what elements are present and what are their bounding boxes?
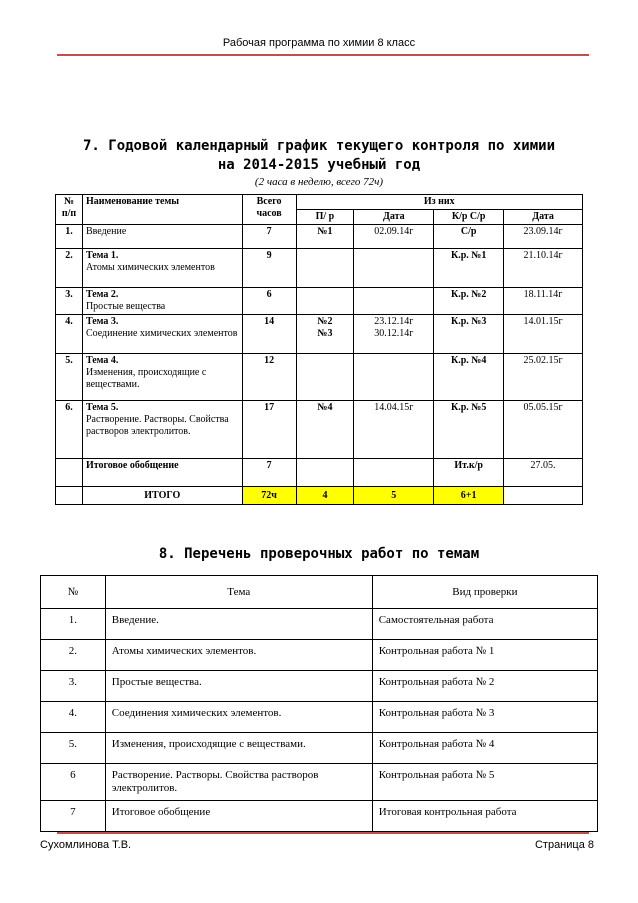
row-num: 3. bbox=[41, 671, 106, 702]
header-num-line2: п/п bbox=[61, 208, 77, 219]
row-num: 1. bbox=[56, 225, 83, 249]
row-date1-a: 23.12.14г bbox=[374, 316, 414, 327]
row-kr: К.р. №4 bbox=[434, 354, 504, 401]
row-theme bbox=[82, 401, 242, 459]
row-num: 6. bbox=[56, 401, 83, 459]
row-num: 3. bbox=[56, 288, 83, 315]
table-row bbox=[41, 801, 598, 832]
table-row bbox=[41, 733, 598, 764]
row-hours: 14 bbox=[242, 315, 296, 354]
header-theme: Тема bbox=[105, 576, 372, 609]
row-kr: К.р. №3 bbox=[434, 315, 504, 354]
row-num: 4. bbox=[41, 702, 106, 733]
row-theme: Итоговое обобщение bbox=[105, 801, 372, 832]
header-rule bbox=[57, 54, 589, 56]
row-date1 bbox=[354, 249, 434, 288]
row-theme: Простые вещества. bbox=[105, 671, 372, 702]
header-date2: Дата bbox=[504, 210, 583, 225]
row-type: Контрольная работа № 2 bbox=[372, 671, 597, 702]
header-name: Наименование темы bbox=[82, 195, 242, 225]
row-date2 bbox=[504, 487, 583, 505]
row-date2: 27.05. bbox=[504, 459, 583, 487]
header-type: Вид проверки bbox=[372, 576, 597, 609]
row-total-date1: 5 bbox=[354, 487, 434, 505]
row-pr bbox=[296, 315, 354, 354]
table-row bbox=[41, 702, 598, 733]
row-theme: Соединения химических элементов. bbox=[105, 702, 372, 733]
row-kr: К.р. №5 bbox=[434, 401, 504, 459]
row-num: 6 bbox=[41, 764, 106, 801]
row-date1: 14.04.15г bbox=[354, 401, 434, 459]
checks-list-table bbox=[40, 575, 598, 832]
row-num: 7 bbox=[41, 801, 106, 832]
row-hours: 7 bbox=[242, 225, 296, 249]
footer-rule bbox=[57, 832, 589, 834]
row-pr: №4 bbox=[296, 401, 354, 459]
row-type: Контрольная работа № 5 bbox=[372, 764, 597, 801]
row-kr: К.р. №2 bbox=[434, 288, 504, 315]
row-theme bbox=[82, 315, 242, 354]
row-theme bbox=[82, 354, 242, 401]
row-type: Контрольная работа № 3 bbox=[372, 702, 597, 733]
row-hours: 17 bbox=[242, 401, 296, 459]
header-num: № bbox=[41, 576, 106, 609]
table-row bbox=[56, 225, 583, 249]
row-num: 2. bbox=[41, 640, 106, 671]
section-7-title-line1: 7. Годовой календарный график текущего контроля по химии bbox=[82, 138, 555, 154]
row-theme-label: Тема 1. bbox=[85, 250, 119, 261]
footer-author: Сухомлинова Т.В. bbox=[40, 839, 132, 851]
row-theme: Атомы химических элементов. bbox=[105, 640, 372, 671]
control-schedule-table bbox=[55, 194, 583, 505]
row-pr-a: №2 bbox=[317, 316, 333, 327]
row-num bbox=[56, 459, 83, 487]
row-total-label: ИТОГО bbox=[82, 487, 242, 505]
table-row bbox=[41, 609, 598, 640]
row-date1 bbox=[354, 288, 434, 315]
row-type: Контрольная работа № 4 bbox=[372, 733, 597, 764]
table-row bbox=[56, 354, 583, 401]
row-num bbox=[56, 487, 83, 505]
row-theme: Итоговое обобщение bbox=[82, 459, 242, 487]
table-header-row bbox=[56, 195, 583, 210]
row-theme bbox=[82, 288, 242, 315]
row-date2: 23.09.14г bbox=[504, 225, 583, 249]
row-kr: С/р bbox=[434, 225, 504, 249]
row-total-pr: 4 bbox=[296, 487, 354, 505]
row-pr bbox=[296, 288, 354, 315]
header-hours-line1: Всего bbox=[256, 196, 282, 207]
row-theme-label: Тема 3. bbox=[85, 316, 119, 327]
row-theme-name: Соединение химических элементов bbox=[85, 328, 238, 339]
row-date2: 14.01.15г bbox=[504, 315, 583, 354]
row-theme-label: Тема 2. bbox=[85, 289, 119, 300]
header-date1: Дата bbox=[354, 210, 434, 225]
row-pr bbox=[296, 249, 354, 288]
row-num: 1. bbox=[41, 609, 106, 640]
row-type: Контрольная работа № 1 bbox=[372, 640, 597, 671]
header-kr: К/р С/р bbox=[434, 210, 504, 225]
row-theme-name: Изменения, происходящие с веществами. bbox=[85, 367, 207, 390]
row-kr: Ит.к/р bbox=[434, 459, 504, 487]
table-row bbox=[56, 249, 583, 288]
row-pr-b: №3 bbox=[317, 328, 333, 339]
row-theme: Введение bbox=[82, 225, 242, 249]
row-theme bbox=[82, 249, 242, 288]
footer-page-number: Страница 8 bbox=[534, 839, 594, 851]
header-num bbox=[56, 195, 83, 225]
row-hours: 7 bbox=[242, 459, 296, 487]
row-date1: 02.09.14г bbox=[354, 225, 434, 249]
row-theme-name: Простые вещества bbox=[85, 301, 166, 312]
row-hours: 6 bbox=[242, 288, 296, 315]
row-date1 bbox=[354, 354, 434, 401]
header-hours bbox=[242, 195, 296, 225]
row-date2: 25.02.15г bbox=[504, 354, 583, 401]
row-theme: Изменения, происходящие с веществами. bbox=[105, 733, 372, 764]
header-pr: П/ р bbox=[296, 210, 354, 225]
row-theme-label: Тема 5. bbox=[85, 402, 119, 413]
row-date1 bbox=[354, 315, 434, 354]
table-header-row bbox=[41, 576, 598, 609]
header-num-line1: № bbox=[63, 196, 74, 207]
row-theme-label: Тема 4. bbox=[85, 355, 119, 366]
row-num: 4. bbox=[56, 315, 83, 354]
row-kr: К.р. №1 bbox=[434, 249, 504, 288]
section-8-title: 8. Перечень проверочных работ по темам bbox=[158, 546, 480, 562]
header-of-them: Из них bbox=[296, 195, 582, 210]
header-hours-line2: часов bbox=[256, 208, 282, 219]
row-date1 bbox=[354, 459, 434, 487]
table-row bbox=[41, 764, 598, 801]
row-num: 5. bbox=[56, 354, 83, 401]
row-hours: 9 bbox=[242, 249, 296, 288]
row-date2: 18.11.14г bbox=[504, 288, 583, 315]
row-pr bbox=[296, 354, 354, 401]
section-7-title bbox=[40, 137, 598, 175]
row-theme-name: Атомы химических элементов bbox=[85, 262, 215, 273]
row-theme: Введение. bbox=[105, 609, 372, 640]
table-row bbox=[56, 288, 583, 315]
row-date1-b: 30.12.14г bbox=[374, 328, 414, 339]
table-row-final bbox=[56, 459, 583, 487]
table-row bbox=[56, 315, 583, 354]
table-row bbox=[56, 401, 583, 459]
row-total-kr: 6+1 bbox=[434, 487, 504, 505]
row-date2: 21.10.14г bbox=[504, 249, 583, 288]
page-header-title: Рабочая программа по химии 8 класс bbox=[222, 37, 416, 49]
table-row-total bbox=[56, 487, 583, 505]
row-theme: Растворение. Растворы. Свойства растворов электролитов. bbox=[105, 764, 372, 801]
row-num: 5. bbox=[41, 733, 106, 764]
row-pr bbox=[296, 459, 354, 487]
row-pr: №1 bbox=[296, 225, 354, 249]
row-type: Итоговая контрольная работа bbox=[372, 801, 597, 832]
table-row bbox=[41, 640, 598, 671]
row-date2: 05.05.15г bbox=[504, 401, 583, 459]
section-7-subtitle: (2 часа в неделю, всего 72ч) bbox=[254, 176, 384, 188]
table-row bbox=[41, 671, 598, 702]
row-num: 2. bbox=[56, 249, 83, 288]
section-7-title-line2: на 2014-2015 учебный год bbox=[217, 157, 421, 173]
row-type: Самостоятельная работа bbox=[372, 609, 597, 640]
row-hours: 12 bbox=[242, 354, 296, 401]
row-total-hours: 72ч bbox=[242, 487, 296, 505]
row-theme-name: Растворение. Растворы. Свойства растворов электролитов. bbox=[85, 414, 229, 437]
